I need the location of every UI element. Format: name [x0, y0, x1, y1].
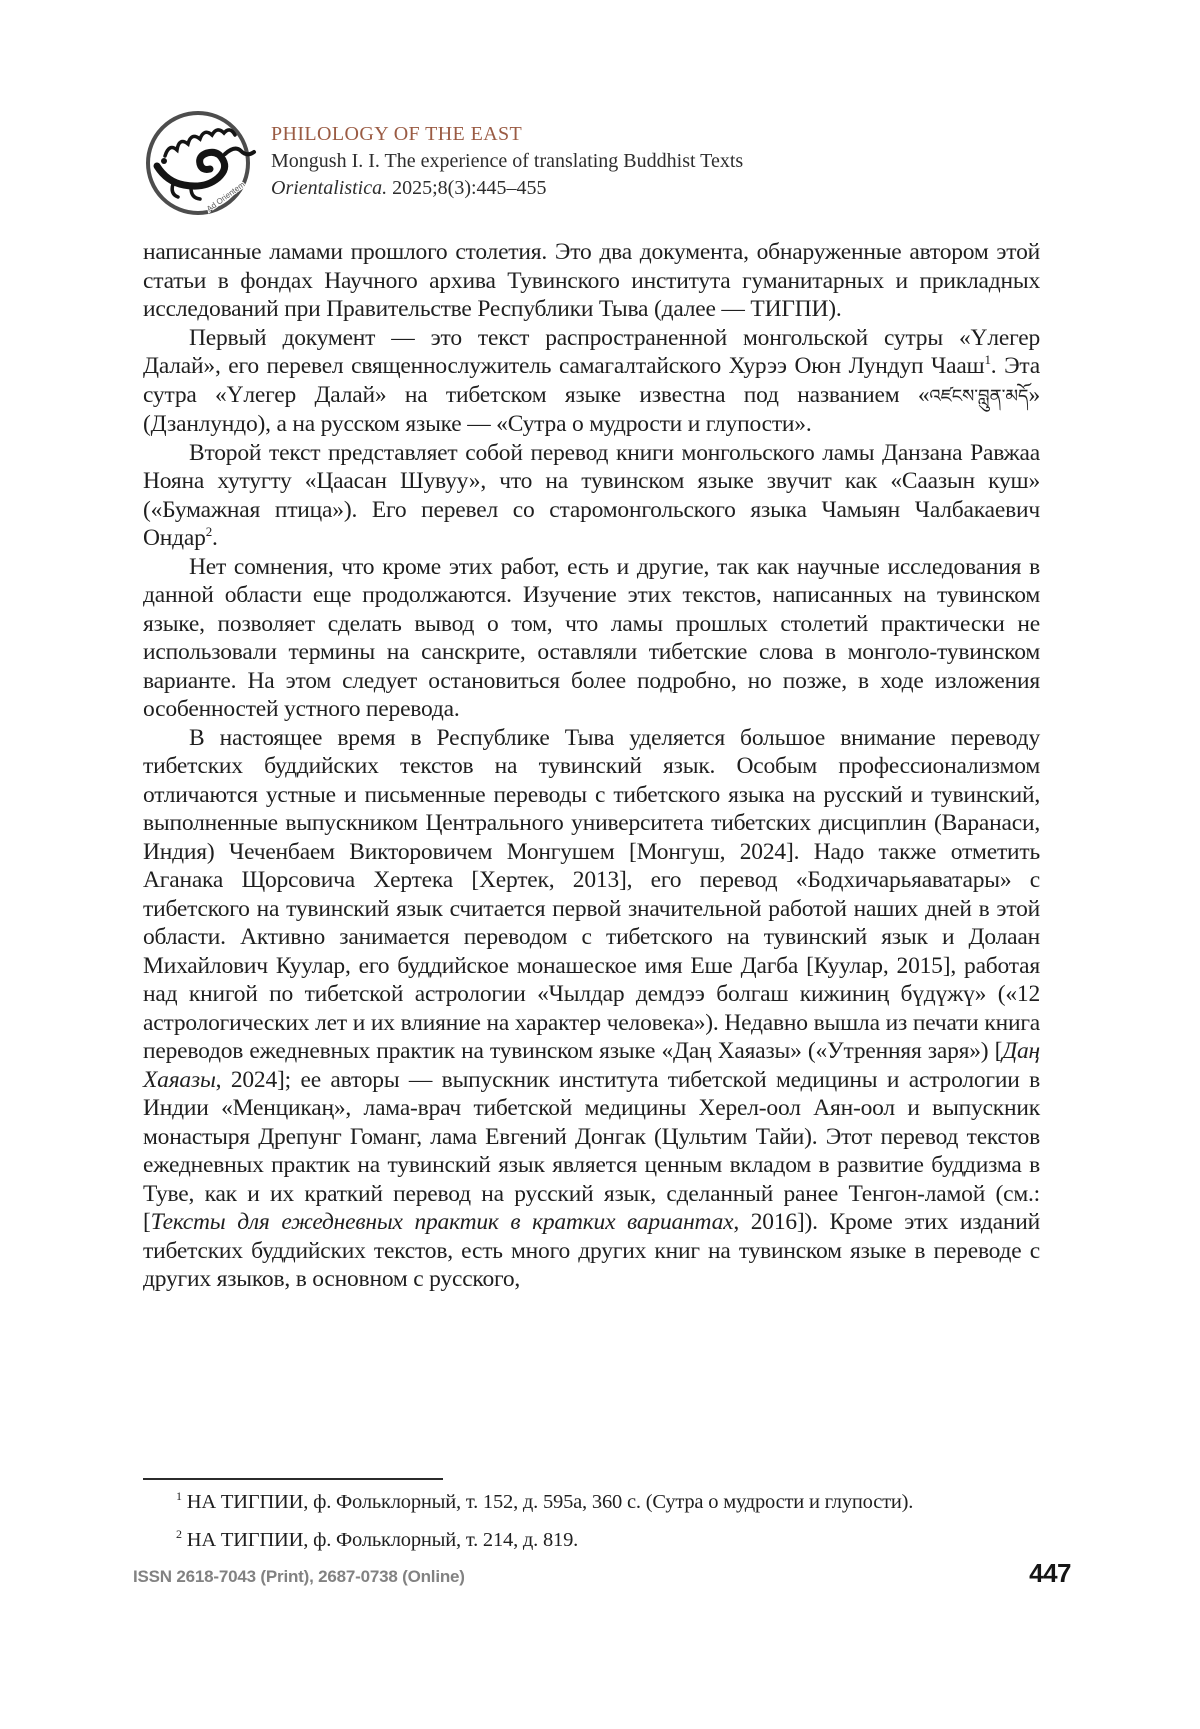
text-run: . [212, 525, 218, 551]
footnote-reference: 2 [205, 524, 212, 540]
footnote-list [143, 1489, 1040, 1553]
text-run: Даң Хаяазы [143, 1038, 1040, 1093]
footnotes-section [143, 1478, 1040, 1565]
page-header [141, 104, 743, 220]
page-footer [133, 1558, 1071, 1589]
article-citation: Mongush I. I. The experience of translating Buddhist Texts [271, 150, 744, 172]
paragraph [143, 724, 1040, 1294]
footnote-marker: 1 [176, 1489, 182, 1504]
body-text [143, 238, 1040, 1294]
journal-logo-icon [141, 104, 257, 220]
text-run: Второй текст представляет собой перевод книги монгольского ламы Данзана Равжаа Нояна хутугту «Цаасан Шувуу», что на тувинском языке звучит как «Саазын куш» («Бумажная птица»). Его перевел со старомонгольского языка Чамыян Чалбакаевич Ондар [143, 439, 1040, 551]
footnote-divider [143, 1478, 443, 1480]
text-run: Нет сомнения, что кроме этих работ, есть и другие, так как научные исследования в данной области еще продолжаются. Изучение этих текстов, написанных на тувинском языке, позволяет сделать вывод о том, что ламы прошлых столетий практически не использовали термины на санскрите, оставляли тибетские слова в монголо-тувинском варианте. На этом следует остановиться более подробно, но позже, в ходе изложения особенностей устного перевода. [143, 553, 1040, 722]
footnote-marker: 2 [176, 1527, 182, 1542]
text-run: , 2016]). Кроме этих изданий тибетских буддийских текстов, есть много других книг на тувинском языке в переводе с других языков, в основном с русского, [143, 1209, 1040, 1292]
text-run: འཛངས་བླུན་མདོ [929, 385, 1029, 406]
text-run: » (Дзанлундо), а на русском языке — «Сутра о мудрости и глупости». [143, 381, 1040, 437]
footnote [143, 1489, 1040, 1515]
header-text-block [271, 104, 743, 202]
paragraph [143, 238, 1040, 324]
text-run: . Эта сутра «Үлегер Далай» на тибетском языке известна под названием « [143, 353, 1040, 408]
text-run: написанные ламами прошлого столетия. Это два документа, обнаруженные автором этой статьи в фондах Научного архива Тувинского института гуманитарных и прикладных исследований при Правительстве Республики Тыва (далее — ТИГПИ). [143, 239, 1040, 322]
footnote-reference: 1 [984, 352, 991, 368]
text-run: В настоящее время в Республике Тыва уделяется большое внимание переводу тибетских буддийских текстов на тувинский язык. Особым профессионализмом отличаются устные и письменные переводы с тибетского языка на русский и тувинский, выполненные выпускником Центрального университета тибетских дисциплин (Варанаси, Индия) Чеченбаем Викторовичем Монгушем [Монгуш, 2024]. Надо также отметить Аганака Щорсовича Хертека [Хертек, 2013], его перевод «Бодхичарьяаватары» с тибетского на тувинский язык считается первой значительной работой наших дней в этой области. Активно занимается переводом с тибетского на тувинский язык и Долаан Михайлович Куулар, его буддийское монашеское имя Еше Дагба [Куулар, 2015], работая над книгой по тибетской астрологии «Чылдар демдээ болгаш кижиниң бүдүжү» («12 астрологических лет и их влияние на характер человека»). Недавно вышла из печати книга переводов ежедневных практик на тувинском языке «Даң Хаяазы» («Утренняя заря») [ [143, 724, 1040, 1064]
journal-reference [271, 175, 743, 202]
paragraph [143, 439, 1040, 553]
text-run: Первый документ — это текст распространенной монгольской сутры «Үлегер Далай», его перевел священнослужитель самагалтайского Хурээ Оюн Лундуп Чааш [143, 324, 1040, 379]
journal-issue: 2025;8(3):445–455 [387, 177, 547, 199]
page-number: 447 [1029, 1558, 1071, 1588]
section-label: PHILOLOGY OF THE EAST [271, 123, 523, 145]
paragraph [143, 553, 1040, 724]
footnote-text: НА ТИГПИИ, ф. Фольклорный, т. 214, д. 819. [181, 1529, 579, 1551]
text-run: Тексты для ежедневных практик в кратких вариантах [150, 1209, 734, 1235]
text-run: , 2024]; ее авторы — выпускник института тибетской медицины и астрологии в Индии «Менцикаң», лама-врач тибетской медицины Херел-оол Аян-оол и выпускник монастыря Дрепунг Гоманг, лама Евгений Донгак (Цультим Тайи). Этот перевод текстов ежедневных практик на тувинский язык является ценным вкладом в развитие буддизма в Туве, как и их краткий перевод на русский язык, сделанный ранее Тенгон-ламой (см.: [ [143, 1066, 1040, 1235]
logo-motto: Ad Orientem [204, 179, 247, 214]
footnote-text: НА ТИГПИИ, ф. Фольклорный, т. 152, д. 595а, 360 с. (Сутра о мудрости и глупости). [181, 1491, 914, 1513]
footnote [143, 1527, 1040, 1553]
paragraph [143, 324, 1040, 439]
journal-name: Orientalistica. [271, 177, 388, 199]
issn-line: ISSN 2618-7043 (Print), 2687-0738 (Online) [133, 1567, 465, 1586]
